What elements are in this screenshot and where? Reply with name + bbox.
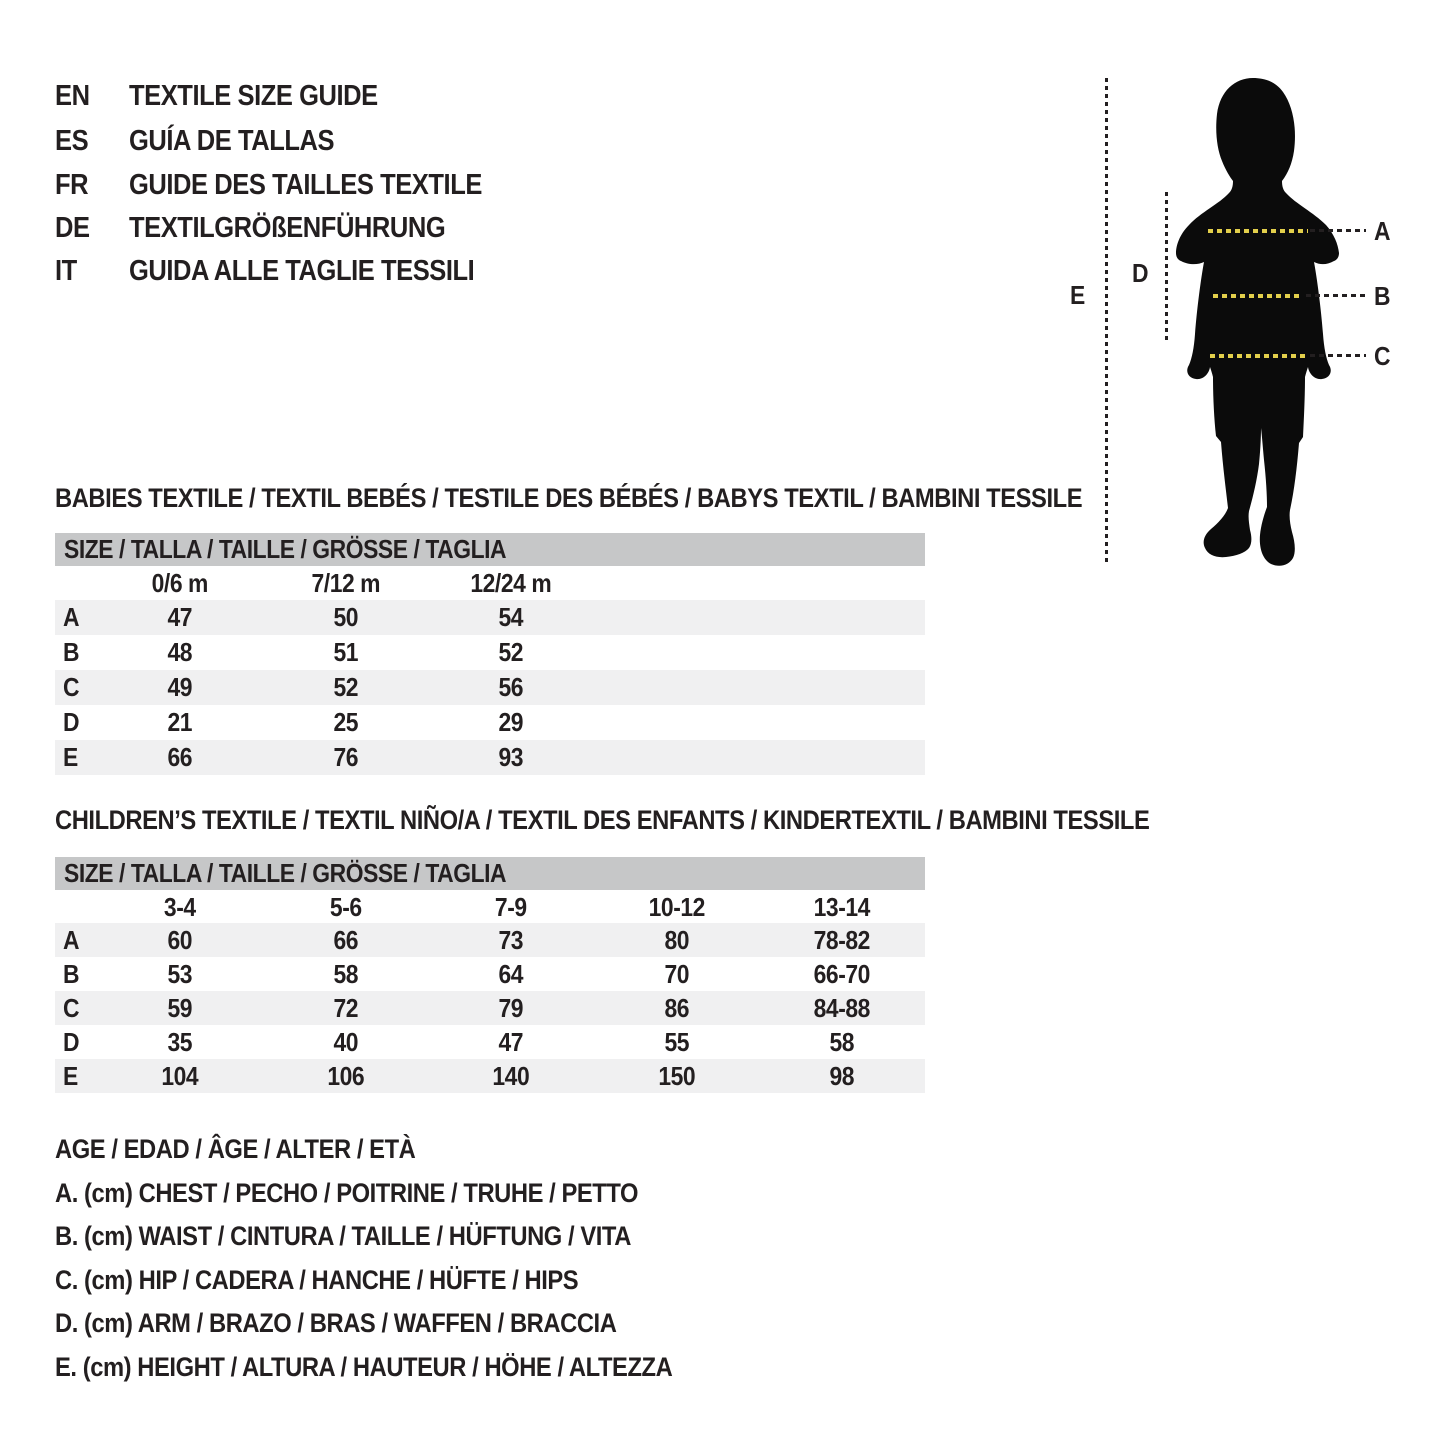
chest-dash-yellow (1208, 229, 1308, 233)
lang-title: GUIDA ALLE TAGLIE TESSILI (129, 254, 475, 287)
hip-dash-yellow (1210, 354, 1306, 358)
lang-row-de (55, 210, 488, 246)
children-col-10-12: 10-12 (648, 891, 705, 922)
lang-code: EN (55, 79, 90, 112)
legend-age: AGE / EDAD / ÂGE / ALTER / ETÀ (55, 1134, 416, 1164)
babies-row-d: D 21 25 29 (63, 707, 524, 737)
legend-hip: C. (cm) HIP / CADERA / HANCHE / HÜFTE / HIPS (55, 1265, 579, 1295)
legend-waist: B. (cm) WAIST / CINTURA / TAILLE / HÜFTUNG / VITA (55, 1221, 631, 1251)
babies-col-0-6m: 0/6 m (151, 568, 208, 598)
hip-dash-black (1310, 354, 1366, 357)
babies-section-title: BABIES TEXTILE / TEXTIL BEBÉS / TESTILE DES BÉBÉS / BABYS TEXTIL / BAMBINI TESSILE (55, 483, 1083, 513)
babies-size-header-bar: SIZE / TALLA / TAILLE / GRÖSSE / TAGLIA (55, 533, 925, 566)
chest-dash-black (1310, 229, 1366, 232)
lang-row-en (55, 78, 412, 114)
arm-measure-line-d (1165, 192, 1168, 344)
waist-dash-black (1306, 294, 1366, 297)
babies-column-header-row (55, 567, 925, 600)
legend-arm: D. (cm) ARM / BRAZO / BRAS / WAFFEN / BRACCIA (55, 1308, 617, 1338)
children-col-5-6: 5-6 (329, 891, 362, 922)
figure-label-b: B (1374, 281, 1391, 311)
children-row-c: C 59 72 79 86 84-88 (55, 991, 925, 1025)
lang-row-it (55, 253, 521, 289)
children-table (55, 857, 925, 1095)
children-section-title: CHILDREN’S TEXTILE / TEXTIL NIÑO/A / TEXTIL DES ENFANTS / KINDERTEXTIL / BAMBINI TESSILE (55, 805, 1150, 835)
lang-title: GUÍA DE TALLAS (129, 124, 335, 157)
figure-label-a: A (1374, 216, 1391, 246)
babies-col-7-12m: 7/12 m (311, 568, 380, 598)
children-row-d: D 35 40 47 55 58 (63, 1026, 855, 1057)
child-silhouette (1175, 76, 1340, 576)
babies-row-e: E 66 76 93 (55, 740, 925, 775)
children-size-header-bar: SIZE / TALLA / TAILLE / GRÖSSE / TAGLIA (55, 857, 925, 890)
lang-code: DE (55, 211, 90, 244)
lang-row-es (55, 123, 362, 159)
lang-title: TEXTILGRÖßENFÜHRUNG (129, 211, 446, 244)
lang-row-fr (55, 167, 530, 203)
lang-code: IT (55, 254, 77, 287)
lang-code: FR (55, 168, 89, 201)
babies-row-a: A 47 50 54 (55, 600, 925, 635)
legend-height: E. (cm) HEIGHT / ALTURA / HAUTEUR / HÖHE / ALTEZZA (55, 1352, 673, 1382)
figure-label-d: D (1132, 258, 1149, 288)
babies-table (55, 533, 925, 775)
children-col-3-4: 3-4 (163, 891, 196, 922)
children-col-13-14: 13-14 (814, 891, 871, 922)
children-col-7-9: 7-9 (495, 891, 527, 922)
children-row-a: A 60 66 73 80 78-82 (55, 923, 925, 957)
children-column-header-row (55, 891, 925, 923)
figure-label-e: E (1070, 280, 1085, 310)
children-row-b: B 53 58 64 70 66-70 (63, 958, 871, 989)
babies-col-12-24m: 12/24 m (470, 568, 552, 598)
lang-title: TEXTILE SIZE GUIDE (129, 79, 378, 112)
children-row-e: E 104 106 140 150 98 (55, 1059, 925, 1093)
lang-title: GUIDE DES TAILLES TEXTILE (129, 168, 482, 201)
babies-row-c: C 49 52 56 (55, 670, 925, 705)
babies-row-b: B 48 51 52 (63, 637, 524, 667)
waist-dash-yellow (1213, 294, 1303, 298)
legend-chest: A. (cm) CHEST / PECHO / POITRINE / TRUHE / PETTO (55, 1178, 639, 1208)
lang-code: ES (55, 124, 89, 157)
figure-label-c: C (1374, 341, 1391, 371)
